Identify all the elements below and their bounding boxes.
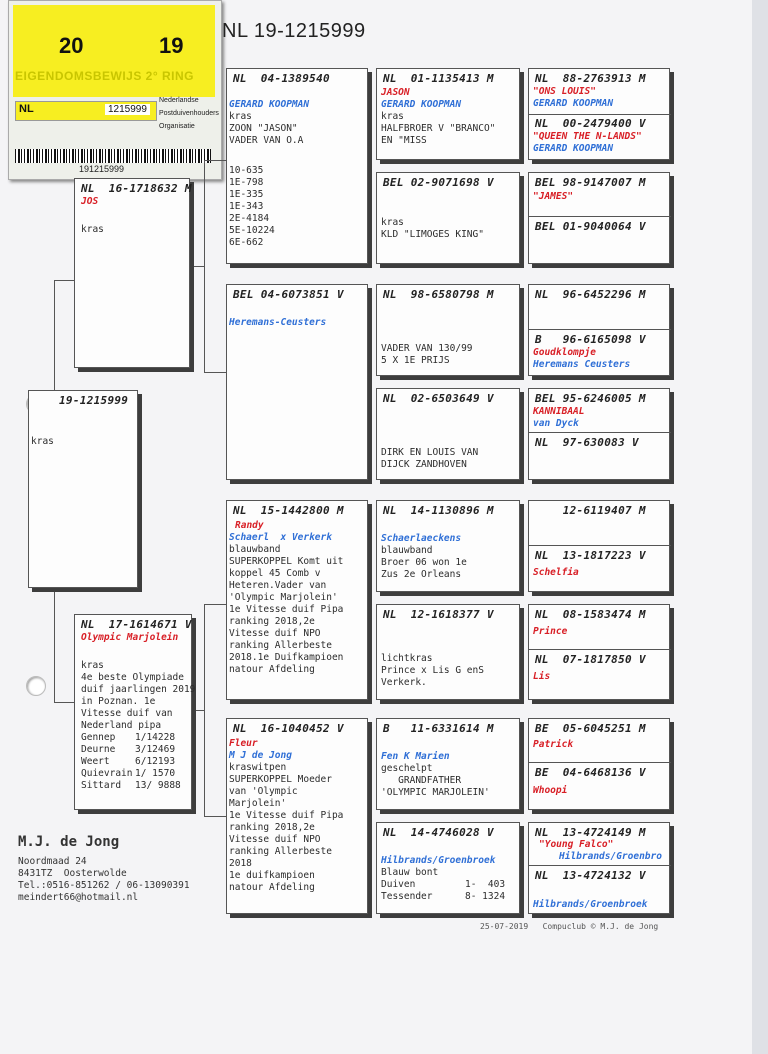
g4-top-owner: van Dyck	[533, 418, 579, 429]
mother-box	[74, 614, 196, 810]
dam-sire-owner: Schaerl x Verkerk	[229, 532, 332, 543]
g4-bot-name: "QUEEN THE N-LANDS"	[533, 131, 642, 142]
sticker-number: 1215999	[105, 104, 150, 115]
g4-bot-ring: NL 97-630083 V	[535, 436, 639, 449]
mother-result-value: 3/12469	[135, 744, 176, 755]
dam-dam-box	[226, 718, 368, 914]
dam-sire-box	[226, 500, 368, 700]
mother-line: in Poznan. 1e	[81, 696, 156, 707]
ring-certificate-sticker	[8, 0, 222, 180]
father-ring: NL 16-1718632 M	[81, 182, 192, 195]
sire-sire-line: VADER VAN O.A	[229, 135, 304, 146]
g4-bot-name: Lis	[533, 671, 551, 682]
sticker-barcode-number: 191215999	[79, 164, 125, 174]
sticker-year-left: 20	[59, 33, 84, 58]
footer-credit: 25-07-2019 Compuclub © M.J. de Jong	[480, 922, 659, 931]
connector-line	[54, 702, 74, 703]
g4-pair-8	[528, 822, 670, 914]
dam-sire-name: Randy	[235, 520, 264, 531]
mother-result-value: 13/ 9888	[135, 780, 181, 791]
g4-bot-ring: NL 07-1817850 V	[535, 653, 646, 666]
connector-line	[54, 280, 76, 281]
page-title: NL 19-1215999	[222, 20, 366, 42]
dam-sire-line: SUPERKOPPEL Komt uit	[229, 556, 344, 567]
sticker-org-p: Postduivenhouders	[159, 110, 219, 117]
sire-sire-owner: GERARD KOOPMAN	[229, 99, 310, 110]
fmm-line: DIJCK ZANDHOVEN	[381, 459, 467, 470]
g4-top-ring: NL 88-2763913 M	[535, 72, 646, 85]
connector-line	[54, 592, 55, 702]
fff-line: EN "MISS	[381, 135, 427, 146]
owner-name: M.J. de Jong	[18, 834, 120, 850]
dam-dam-line: 1e duifkampioen	[229, 870, 315, 881]
g4-bot-ring: BEL 01-9040064 V	[535, 220, 646, 233]
g4-bot-ring: BE 04-6468136 V	[535, 766, 646, 779]
mmf-line: geschelpt	[381, 763, 433, 774]
dam-dam-line: ranking Allerbeste	[229, 846, 332, 857]
g4-pair-7	[528, 718, 670, 810]
subject-box	[28, 390, 138, 588]
fff-name: JASON	[381, 87, 410, 98]
fmm-box	[376, 388, 520, 480]
ffm-line: KLD "LIMOGES KING"	[381, 229, 484, 240]
g4-pair-3	[528, 284, 670, 376]
g4-bot-ring: NL 13-4724132 V	[535, 869, 646, 882]
mff-owner: Schaerlaeckens	[381, 533, 462, 544]
mother-result-place: Weert	[81, 756, 110, 767]
fff-ring: NL 01-1135413 M	[383, 72, 494, 85]
g4-top-name: Patrick	[533, 739, 574, 750]
dam-sire-line: koppel 45 Comb v	[229, 568, 321, 579]
g4-top-ring: NL 13-4724149 M	[535, 826, 646, 839]
mother-result-place: Gennep	[81, 732, 116, 743]
dam-sire-line: 1e Vitesse duif Pipa	[229, 604, 344, 615]
dam-sire-line: 'Olympic Marjolein'	[229, 592, 338, 603]
fmm-ring: NL 02-6503649 V	[383, 392, 494, 405]
owner-address1: Noordmaad 24	[18, 856, 87, 867]
mother-ring: NL 17-1614671 V	[81, 618, 192, 631]
mff-line: blauwband	[381, 545, 433, 556]
mmm-line: Blauw bont	[381, 867, 439, 878]
sire-sire-ring: NL 04-1389540	[233, 72, 330, 85]
dam-sire-line: ranking Allerbeste	[229, 640, 332, 651]
g4-pair-1	[528, 68, 670, 160]
fmf-line: 5 X 1E PRIJS	[381, 355, 450, 366]
g4-pair-6	[528, 604, 670, 700]
mother-result-place: Quievrain	[81, 768, 133, 779]
dam-sire-ring: NL 15-1442800 M	[233, 504, 344, 517]
dam-dam-name: Fleur	[229, 738, 258, 749]
sticker-yellow-panel	[13, 5, 215, 97]
sticker-org-o: Organisatie	[159, 123, 195, 130]
g4-pair-2	[528, 172, 670, 264]
connector-line	[204, 604, 226, 605]
g4-top-ring: BEL 95-6246005 M	[535, 392, 646, 405]
connector-line	[204, 604, 205, 816]
g4-bot-ring: NL 13-1817223 V	[535, 549, 646, 562]
ffm-box	[376, 172, 520, 264]
g4-bot-ring: B 96-6165098 V	[535, 333, 646, 346]
dam-dam-line: Marjolein'	[229, 798, 287, 809]
g4-top-name: "ONS LOUIS"	[533, 86, 596, 97]
dam-dam-line: 1e Vitesse duif Pipa	[229, 810, 344, 821]
mfm-line: Verkerk.	[381, 677, 427, 688]
pair-divider	[529, 762, 671, 763]
connector-line	[204, 160, 205, 372]
fff-line: kras	[381, 111, 404, 122]
mother-result-place: Deurne	[81, 744, 116, 755]
fmf-ring: NL 98-6580798 M	[383, 288, 494, 301]
g4-bot-name: Whoopi	[533, 785, 568, 796]
mfm-line: Prince x Lis G enS	[381, 665, 484, 676]
sire-sire-result: 1E-335	[229, 189, 264, 200]
g4-top-name: KANNIBAAL	[533, 406, 585, 417]
mmm-result-value: 1- 403	[465, 879, 506, 890]
pair-divider	[529, 114, 671, 115]
dam-sire-line: Vitesse duif NPO	[229, 628, 321, 639]
mother-result-value: 1/ 1570	[135, 768, 176, 779]
mmm-result-value: 8- 1324	[465, 891, 506, 902]
sire-dam-ring: BEL 04-6073851 V	[233, 288, 344, 301]
connector-line	[190, 266, 204, 267]
pair-divider	[529, 432, 671, 433]
dam-sire-line: Heteren.Vader van	[229, 580, 327, 591]
dam-dam-line: kraswitpen	[229, 762, 287, 773]
mmm-result-place: Tessender	[381, 891, 433, 902]
mmm-box	[376, 822, 520, 914]
g4-top-name: "JAMES"	[533, 191, 574, 202]
sire-sire-box	[226, 68, 368, 264]
dam-dam-line: SUPERKOPPEL Moeder	[229, 774, 332, 785]
connector-line	[204, 816, 226, 817]
dam-sire-line: blauwband	[229, 544, 281, 555]
sire-dam-owner: Heremans-Ceusters	[229, 317, 327, 328]
dam-dam-owner: M J de Jong	[229, 750, 292, 761]
dam-dam-line: 2018	[229, 858, 252, 869]
mmf-box	[376, 718, 520, 810]
g4-pair-5	[528, 500, 670, 592]
sire-dam-box	[226, 284, 368, 480]
mff-ring: NL 14-1130896 M	[383, 504, 494, 517]
g4-bot-ring: NL 00-2479400 V	[535, 117, 646, 130]
connector-line	[204, 372, 226, 373]
mmf-ring: B 11-6331614 M	[383, 722, 494, 735]
pair-divider	[529, 865, 671, 866]
mother-line: duif jaarlingen 2019	[81, 684, 196, 695]
owner-phone: Tel.:0516-851262 / 06-13090391	[18, 880, 190, 891]
fff-line: HALFBROER V "BRANCO"	[381, 123, 496, 134]
g4-top-ring: NL 96-6452296 M	[535, 288, 646, 301]
mmf-line: GRANDFATHER	[381, 775, 462, 786]
mff-box	[376, 500, 520, 592]
dam-dam-line: natour Afdeling	[229, 882, 315, 893]
sticker-barcode	[15, 149, 211, 163]
sticker-year-right: 19	[159, 33, 184, 58]
father-box	[74, 178, 190, 368]
fff-owner: GERARD KOOPMAN	[381, 99, 462, 110]
g4-top-owner: Hilbrands/Groenbro	[559, 851, 662, 862]
sire-sire-line: kras	[229, 111, 252, 122]
pair-divider	[529, 649, 671, 650]
sire-sire-result: 5E-10224	[229, 225, 275, 236]
sire-sire-result: 2E-4184	[229, 213, 270, 224]
connector-line	[192, 710, 204, 711]
sire-sire-result: 6E-662	[229, 237, 264, 248]
g4-top-name: Prince	[533, 626, 568, 637]
mmm-result-place: Duiven	[381, 879, 416, 890]
mother-line: kras	[81, 660, 104, 671]
sticker-org-n: Nederlandse	[159, 97, 199, 104]
mfm-ring: NL 12-1618377 V	[383, 608, 494, 621]
mfm-line: lichtkras	[381, 653, 433, 664]
fmf-line: VADER VAN 130/99	[381, 343, 473, 354]
g4-bot-name: Schelfia	[533, 567, 579, 578]
owner-address2: 8431TZ Oosterwolde	[18, 868, 127, 879]
connector-line	[204, 160, 226, 161]
g4-bot-owner: GERARD KOOPMAN	[533, 143, 614, 154]
dam-dam-line: van 'Olympic	[229, 786, 298, 797]
g4-bot-owner: Heremans Ceusters	[533, 359, 631, 370]
sire-sire-line: ZOON "JASON"	[229, 123, 298, 134]
dam-sire-line: 2018.1e Duifkampioen	[229, 652, 344, 663]
mmm-ring: NL 14-4746028 V	[383, 826, 494, 839]
g4-top-ring: BE 05-6045251 M	[535, 722, 646, 735]
mother-line: 4e beste Olympiade	[81, 672, 184, 683]
connector-line	[54, 280, 55, 392]
sticker-country: NL	[19, 103, 34, 115]
owner-email: meindert66@hotmail.nl	[18, 892, 139, 903]
mother-result-value: 6/12193	[135, 756, 176, 767]
mff-line: Zus 2e Orleans	[381, 569, 462, 580]
g4-top-ring: NL 08-1583474 M	[535, 608, 646, 621]
sire-sire-result: 1E-798	[229, 177, 264, 188]
mother-result-value: 1/14228	[135, 732, 176, 743]
mfm-box	[376, 604, 520, 700]
dam-sire-line: ranking 2018,2e	[229, 616, 315, 627]
g4-top-ring: 12-6119407 M	[535, 504, 646, 517]
fmm-line: DIRK EN LOUIS VAN	[381, 447, 479, 458]
pair-divider	[529, 329, 671, 330]
g4-top-name: "Young Falco"	[539, 839, 614, 850]
g4-bot-name: Goudklompje	[533, 347, 596, 358]
father-name: JOS	[81, 196, 99, 207]
owner-block	[18, 834, 190, 904]
pair-divider	[529, 216, 671, 217]
g4-pair-4	[528, 388, 670, 480]
mother-line: Vitesse duif van	[81, 708, 173, 719]
dam-sire-line: natour Afdeling	[229, 664, 315, 675]
mmm-owner: Hilbrands/Groenbroek	[381, 855, 496, 866]
g4-bot-owner: Hilbrands/Groenbroek	[533, 899, 648, 910]
ffm-line: kras	[381, 217, 404, 228]
pair-divider	[529, 545, 671, 546]
fmf-box	[376, 284, 520, 376]
sticker-label: EIGENDOMSBEWIJS 2° RING	[15, 69, 194, 83]
ffm-ring: BEL 02-9071698 V	[383, 176, 494, 189]
father-color: kras	[81, 224, 104, 235]
sire-sire-result: 10-635	[229, 165, 264, 176]
g4-top-ring: BEL 98-9147007 M	[535, 176, 646, 189]
subject-ring: 19-1215999	[59, 394, 129, 407]
mother-name: Olympic Marjolein	[81, 632, 179, 643]
binder-hole-bottom	[26, 676, 46, 696]
dam-dam-line: Vitesse duif NPO	[229, 834, 321, 845]
dam-dam-ring: NL 16-1040452 V	[233, 722, 344, 735]
fff-box	[376, 68, 520, 160]
mff-line: Broer 06 won 1e	[381, 557, 467, 568]
mmf-line: 'OLYMPIC MARJOLEIN'	[381, 787, 490, 798]
mmf-owner: Fen K Marien	[381, 751, 450, 762]
dam-dam-line: ranking 2018,2e	[229, 822, 315, 833]
g4-top-owner: GERARD KOOPMAN	[533, 98, 614, 109]
sire-sire-result: 1E-343	[229, 201, 264, 212]
subject-color: kras	[31, 436, 54, 447]
mother-line: Nederland pipa	[81, 720, 162, 731]
mother-result-place: Sittard	[81, 780, 122, 791]
